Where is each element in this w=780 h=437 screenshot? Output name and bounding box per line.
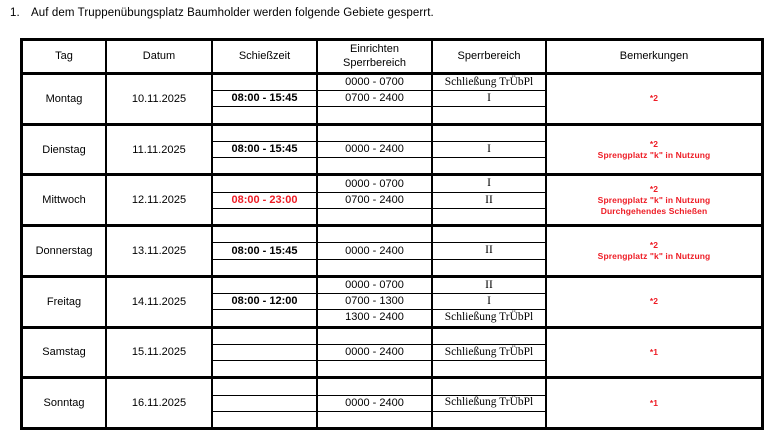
schiesszeit-subrow	[213, 227, 316, 243]
page-title-text: Auf dem Truppenübungsplatz Baumholder werden folgende Gebiete gesperrt.	[31, 7, 434, 19]
einrichten-cell	[318, 329, 433, 377]
header-bemerkungen: Bemerkungen	[619, 49, 689, 62]
einrichten-subrow	[318, 227, 431, 243]
sperrbereich-cell	[433, 126, 547, 174]
day-name-cell	[23, 379, 107, 427]
date-cell	[107, 176, 213, 224]
schiesszeit-value	[213, 345, 316, 361]
schiesszeit-value	[213, 396, 316, 412]
day-name: Dienstag	[42, 143, 86, 156]
schiesszeit-subrow	[213, 75, 316, 91]
einrichten-subrow: 0000 - 0700	[318, 176, 431, 192]
sperrbereich-subrow: I	[433, 176, 545, 192]
sperrbereich-subrow	[433, 260, 545, 275]
sperrbereich-subrow: II	[433, 278, 545, 294]
schiesszeit-cell	[213, 176, 318, 224]
bemerkung-line: *1	[649, 346, 659, 357]
schedule-table	[20, 38, 764, 430]
table-row	[23, 227, 761, 278]
date-cell	[107, 329, 213, 377]
day-name: Donnerstag	[35, 245, 93, 258]
schiesszeit-subrow	[213, 412, 316, 427]
day-name-cell	[23, 126, 107, 174]
einrichten-subrow: 0700 - 1300	[318, 294, 431, 310]
day-name: Mittwoch	[42, 194, 86, 207]
header-schiesszeit: Schießzeit	[213, 41, 318, 72]
table-header-row	[23, 41, 761, 75]
bemerkung-line: *2	[649, 239, 659, 250]
schiesszeit-subrow	[213, 278, 316, 294]
schiesszeit-cell	[213, 278, 318, 326]
sperrbereich-cell	[433, 278, 547, 326]
schiesszeit-subrow	[213, 379, 316, 395]
einrichten-subrow: 0000 - 2400	[318, 142, 431, 158]
date-value: 11.11.2025	[132, 143, 186, 156]
sperrbereich-subrow	[433, 412, 545, 427]
schiesszeit-cell	[213, 379, 318, 427]
day-name-cell	[23, 75, 107, 123]
sperrbereich-cell	[433, 227, 547, 275]
bemerkungen-cell	[547, 126, 761, 174]
page-title	[10, 7, 434, 19]
schiesszeit-cell	[213, 126, 318, 174]
header-datum: Datum	[107, 41, 213, 72]
bemerkung-line: *1	[649, 397, 659, 408]
table-row	[23, 329, 761, 380]
einrichten-subrow: 0000 - 0700	[318, 75, 431, 91]
header-tag: Tag	[23, 41, 107, 72]
sperrbereich-subrow: I	[433, 91, 545, 107]
day-name-cell	[23, 176, 107, 224]
einrichten-subrow: 0000 - 0700	[318, 278, 431, 294]
sperrbereich-subrow	[433, 329, 545, 345]
schiesszeit-subrow	[213, 310, 316, 325]
einrichten-subrow	[318, 260, 431, 275]
date-cell	[107, 75, 213, 123]
sperrbereich-subrow: Schließung TrÜbPl	[433, 396, 545, 412]
einrichten-subrow	[318, 209, 431, 224]
date-cell	[107, 227, 213, 275]
schiesszeit-value: 08:00 - 15:45	[213, 142, 316, 158]
table-row	[23, 278, 761, 329]
bemerkungen-cell	[547, 176, 761, 224]
einrichten-subrow	[318, 329, 431, 345]
bemerkungen-cell	[547, 278, 761, 326]
sperrbereich-subrow: I	[433, 142, 545, 158]
day-name: Freitag	[46, 295, 82, 308]
schiesszeit-value: 08:00 - 15:45	[213, 243, 316, 259]
einrichten-cell	[318, 176, 433, 224]
bemerkungen-cell	[547, 329, 761, 377]
einrichten-subrow: 1300 - 2400	[345, 311, 404, 324]
bemerkungen-cell	[547, 379, 761, 427]
day-name: Samstag	[42, 346, 86, 359]
bemerkung-line: *2	[649, 138, 659, 149]
schiesszeit-subrow	[213, 260, 316, 275]
bemerkung-line: Sprengplatz "k" in Nutzung	[597, 251, 711, 262]
table-row	[23, 75, 761, 126]
sperrbereich-subrow: I	[433, 294, 545, 310]
bemerkung-line: Sprengplatz "k" in Nutzung	[597, 194, 711, 205]
date-cell	[107, 379, 213, 427]
einrichten-cell	[318, 126, 433, 174]
einrichten-subrow	[318, 126, 431, 142]
table-row	[23, 126, 761, 177]
sperrbereich-subrow: Schließung TrÜbPl	[433, 75, 545, 91]
table-row	[23, 176, 761, 227]
date-value: 10.11.2025	[131, 92, 187, 105]
date-value: 16.11.2025	[131, 397, 187, 410]
einrichten-cell	[318, 75, 433, 123]
einrichten-cell	[318, 379, 433, 427]
sperrbereich-subrow	[433, 158, 545, 173]
einrichten-subrow	[318, 361, 431, 376]
sperrbereich-subrow	[433, 126, 545, 142]
bemerkung-line: *2	[649, 93, 659, 104]
einrichten-subrow: 0700 - 2400	[318, 193, 431, 209]
schiesszeit-subrow	[213, 158, 316, 173]
list-number: 1.	[10, 7, 20, 19]
date-value: 14.11.2025	[131, 295, 187, 308]
date-cell	[107, 126, 213, 174]
header-sperrbereich: Sperrbereich	[433, 41, 547, 72]
day-name-cell	[23, 278, 107, 326]
einrichten-cell	[318, 278, 433, 326]
einrichten-subrow: 0000 - 2400	[318, 345, 431, 361]
sperrbereich-subrow	[433, 227, 545, 243]
sperrbereich-cell	[433, 329, 547, 377]
schiesszeit-subrow	[213, 209, 316, 224]
schiesszeit-subrow	[213, 361, 316, 376]
date-value: 15.11.2025	[131, 346, 187, 359]
bemerkungen-cell	[547, 227, 761, 275]
schiesszeit-subrow	[213, 126, 316, 142]
sperrbereich-subrow: Schließung TrÜbPl	[444, 311, 534, 324]
bemerkung-line: Durchgehendes Schießen	[600, 205, 708, 216]
schiesszeit-value: 08:00 - 12:00	[213, 294, 316, 310]
sperrbereich-subrow: II	[433, 243, 545, 259]
einrichten-subrow	[318, 379, 431, 395]
schiesszeit-value: 08:00 - 15:45	[213, 91, 316, 107]
date-value: 12.11.2025	[131, 194, 187, 207]
schiesszeit-subrow	[213, 107, 316, 122]
sperrbereich-subrow	[433, 379, 545, 395]
schiesszeit-cell	[213, 329, 318, 377]
sperrbereich-subrow	[433, 361, 545, 376]
sperrbereich-subrow	[433, 107, 545, 122]
sperrbereich-subrow: II	[433, 193, 545, 209]
einrichten-subrow: 0700 - 2400	[318, 91, 431, 107]
einrichten-cell	[318, 227, 433, 275]
einrichten-subrow	[318, 412, 431, 427]
date-value: 13.11.2025	[131, 245, 187, 258]
einrichten-subrow	[318, 107, 431, 122]
bemerkungen-cell	[547, 75, 761, 123]
einrichten-subrow: 0000 - 2400	[318, 243, 431, 259]
schiesszeit-subrow	[213, 176, 316, 192]
schiesszeit-value: 08:00 - 23:00	[213, 193, 316, 209]
day-name: Sonntag	[43, 397, 85, 410]
table-row	[23, 379, 761, 427]
date-cell	[107, 278, 213, 326]
schiesszeit-cell	[213, 75, 318, 123]
sperrbereich-cell	[433, 75, 547, 123]
schiesszeit-subrow	[213, 329, 316, 345]
sperrbereich-cell	[433, 176, 547, 224]
sperrbereich-cell	[433, 379, 547, 427]
day-name-cell	[23, 227, 107, 275]
sperrbereich-subrow: Schließung TrÜbPl	[433, 345, 545, 361]
bemerkung-line: Sprengplatz "k" in Nutzung	[597, 149, 711, 160]
einrichten-subrow	[318, 158, 431, 173]
day-name: Montag	[45, 92, 83, 105]
einrichten-subrow: 0000 - 2400	[318, 396, 431, 412]
header-einrichten: Einrichten Sperrbereich	[318, 41, 433, 72]
schiesszeit-cell	[213, 227, 318, 275]
sperrbereich-subrow	[433, 209, 545, 224]
bemerkung-line: *2	[649, 296, 659, 307]
day-name-cell	[23, 329, 107, 377]
bemerkung-line: *2	[649, 183, 659, 194]
